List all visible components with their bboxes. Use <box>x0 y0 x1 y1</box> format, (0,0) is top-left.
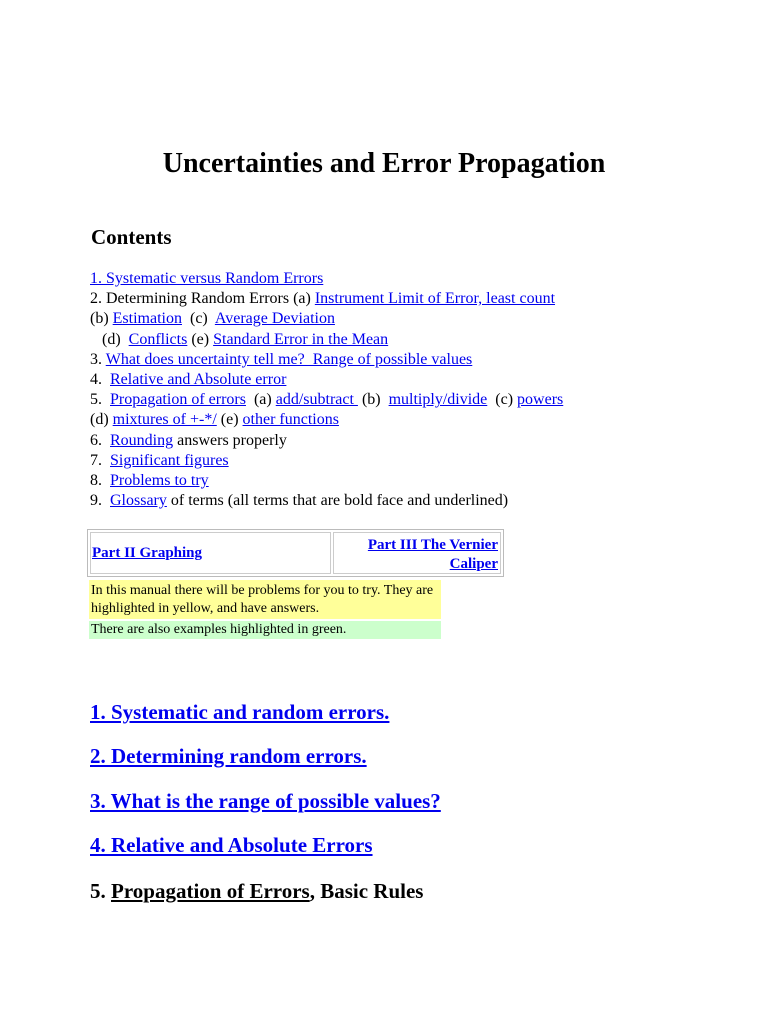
toc-text: 5. <box>90 391 110 409</box>
examples-note: There are also examples highlighted in green. <box>89 621 441 639</box>
table-of-contents <box>90 269 563 511</box>
toc-line-6 <box>90 370 563 390</box>
toc-link-relative-absolute[interactable]: Relative and Absolute error <box>110 371 287 389</box>
toc-text: 6. <box>90 431 110 449</box>
toc-link-conflicts[interactable]: Conflicts <box>128 330 188 348</box>
page-title: Uncertainties and Error Propagation <box>162 148 606 179</box>
part3-line1: Part III The Vernier <box>367 537 498 553</box>
toc-line-4 <box>90 330 563 350</box>
toc-text: 3. <box>90 350 106 368</box>
part3-vernier-caliper-link[interactable] <box>368 537 498 572</box>
toc-text: 9. <box>90 492 110 510</box>
toc-link-instrument-limit[interactable]: Instrument Limit of Error, least count <box>314 290 556 308</box>
section-heading-5 <box>90 879 423 904</box>
toc-line-9 <box>90 431 563 451</box>
toc-line-10 <box>90 451 563 471</box>
section-heading-3 <box>90 789 441 814</box>
toc-text: answers properly <box>173 431 287 449</box>
section-link-systematic-random[interactable]: 1. Systematic and random errors. <box>90 700 390 724</box>
toc-link-propagation[interactable]: Propagation of errors <box>110 391 246 409</box>
toc-link-other-functions[interactable]: other functions <box>242 411 339 429</box>
toc-link-rounding[interactable]: Rounding <box>110 431 174 449</box>
toc-text: 7. <box>90 451 110 469</box>
toc-text: (d) <box>90 411 113 429</box>
toc-link-average-deviation[interactable]: Average Deviation <box>214 310 335 328</box>
toc-link-problems[interactable]: Problems to try <box>110 472 209 490</box>
part-navigation-table <box>87 529 504 577</box>
toc-link-glossary[interactable]: Glossary <box>110 492 167 510</box>
toc-text: (b) <box>357 391 389 409</box>
toc-link-estimation[interactable]: Estimation <box>112 310 182 328</box>
problems-note: In this manual there will be problems for you to try. They are highlighted in yellow, and have answers. <box>89 580 441 619</box>
toc-line-7 <box>90 390 563 410</box>
toc-text: of terms (all terms that are bold face and underlined) <box>166 492 509 510</box>
propagation-of-errors-term: Propagation of Errors <box>111 879 310 903</box>
toc-text: (d) <box>90 330 129 348</box>
toc-link-systematic-random[interactable]: 1. Systematic versus Random Errors <box>90 270 324 287</box>
toc-line-5 <box>90 350 563 370</box>
section-link-range-values[interactable]: 3. What is the range of possible values? <box>90 789 441 813</box>
toc-text: 8. <box>90 472 110 490</box>
toc-line-2 <box>90 289 563 309</box>
toc-line-3 <box>90 309 563 329</box>
toc-link-powers[interactable]: powers <box>517 391 564 409</box>
toc-text: 2. Determining Random Errors (a) <box>90 290 315 308</box>
toc-text: (c) <box>487 391 518 409</box>
toc-link-mixtures[interactable]: mixtures of +-*/ <box>112 411 217 429</box>
toc-line-11 <box>90 471 563 491</box>
toc-link-add-subtract[interactable]: add/subtract <box>275 391 358 409</box>
contents-heading: Contents <box>91 225 172 249</box>
section-link-relative-absolute[interactable]: 4. Relative and Absolute Errors <box>90 833 373 857</box>
nav-cell-part3 <box>333 532 501 574</box>
toc-line-1 <box>90 269 563 289</box>
toc-link-standard-error[interactable]: Standard Error in the Mean <box>213 330 389 348</box>
section-heading-2 <box>90 744 367 769</box>
toc-text: (e) <box>216 411 243 429</box>
toc-text: 4. <box>90 371 110 389</box>
toc-text: (c) <box>181 310 215 328</box>
toc-line-8 <box>90 410 563 430</box>
toc-text: (b) <box>90 310 113 328</box>
toc-line-12 <box>90 491 563 511</box>
nav-cell-part2 <box>90 532 331 574</box>
toc-text: (a) <box>245 391 276 409</box>
part3-line2: Caliper <box>449 556 498 572</box>
toc-text: (e) <box>187 330 214 348</box>
section-heading-1 <box>90 700 389 725</box>
toc-link-significant-figures[interactable]: Significant figures <box>110 451 229 469</box>
toc-link-multiply-divide[interactable]: multiply/divide <box>388 391 488 409</box>
part2-graphing-link[interactable]: Part II Graphing <box>92 544 203 561</box>
toc-link-uncertainty-range[interactable]: What does uncertainty tell me? Range of possible values <box>105 350 473 368</box>
section-5-prefix: 5. <box>90 879 111 903</box>
section-5-suffix: , Basic Rules <box>309 879 424 903</box>
section-link-determining-random[interactable]: 2. Determining random errors. <box>90 744 367 768</box>
section-heading-4 <box>90 833 373 858</box>
